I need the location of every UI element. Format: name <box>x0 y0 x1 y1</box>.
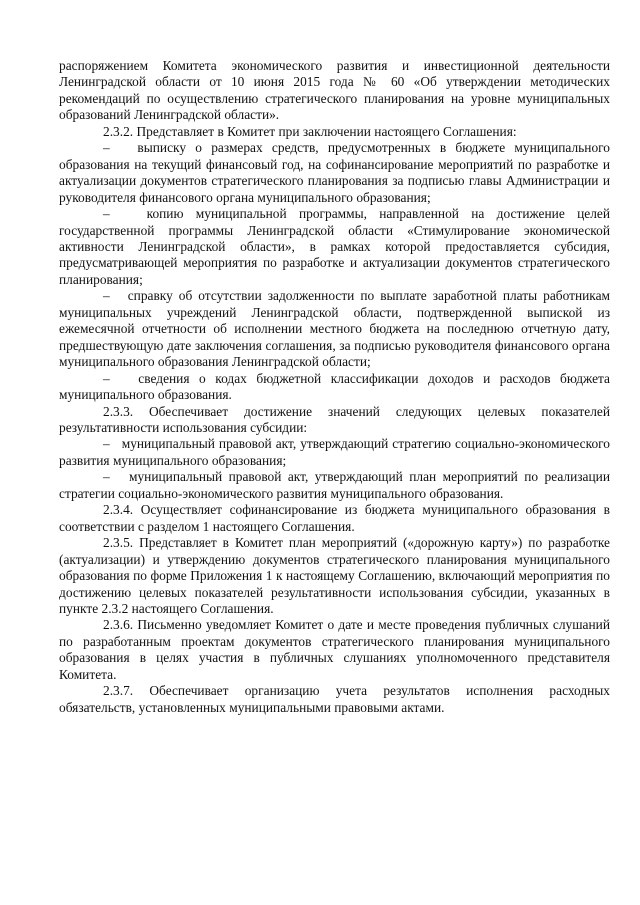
list-item-strategy-act: – муниципальный правовой акт, утверждающий стратегию социально-экономического развития муниципального образования; <box>59 436 610 469</box>
clause-2-3-4: 2.3.4. Осуществляет софинансирование из бюджета муниципального образования в соответствии с разделом 1 настоящего Соглашения. <box>59 502 610 534</box>
paragraph-continuation: распоряжением Комитета экономического развития и инвестиционной деятельности Ленинградской области от 10 июня 2015 года № 60 «Об утверждении методических рекомендаций по осуществлению стратегического планирования на уровне муниципальных образований Ленинградской области». <box>59 58 610 123</box>
clause-2-3-6: 2.3.6. Письменно уведомляет Комитет о дате и месте проведения публичных слушаний по разработанным проектам документов стратегического планирования муниципального образования в целях участия в публичных слушаниях уполномоченного представителя Комитета. <box>59 617 610 682</box>
clause-2-3-7: 2.3.7. Обеспечивает организацию учета результатов исполнения расходных обязательств, установленных муниципальными правовыми актами. <box>59 683 610 715</box>
list-item-budget-extract: – выписку о размерах средств, предусмотренных в бюджете муниципального образования на текущий финансовый год, на софинансирование мероприятий по разработке и актуализации документов стратегического планирования за подписью главы Администрации и руководителя финансового органа муниципального образования; <box>59 140 610 206</box>
clause-2-3-2: 2.3.2. Представляет в Комитет при заключении настоящего Соглашения: <box>103 123 517 139</box>
list-item-debt-certificate: – справку об отсутствии задолженности по выплате заработной платы работникам муниципальных учреждений Ленинградской области, подтвержденной выпиской из ежемесячной отчетности об исполнении местного бюджета на последнюю отчетную дату, предшествующую дате заключения соглашения, за подписью руководителя финансового органа муниципального образования Ленинградской области; <box>59 288 610 370</box>
list-item-program-copy: – копию муниципальной программы, направленной на достижение целей государственной программы Ленинградской области «Стимулирование экономической активности Ленинградской области», в рамках которой предоставляется субсидия, предусматривающей мероприятия по разработке и актуализации документов стратегического планирования; <box>59 206 610 288</box>
clause-2-3-3: 2.3.3. Обеспечивает достижение значений следующих целевых показателей результативности использования субсидии: <box>59 403 610 435</box>
list-item-budget-codes: – сведения о кодах бюджетной классификации доходов и расходов бюджета муниципального образования. <box>59 371 610 404</box>
list-item-plan-act: – муниципальный правовой акт, утверждающий план мероприятий по реализации стратегии социально-экономического развития муниципального образования. <box>59 469 610 502</box>
clause-2-3-5: 2.3.5. Представляет в Комитет план мероприятий («дорожную карту») по разработке (актуализации) и утверждению документов стратегического планирования муниципального образования по форме Приложения 1 к настоящему Соглашению, включающий мероприятия по достижению целевых показателей результативности использования субсидии, указанных в пункте 2.3.2 настоящего Соглашения. <box>59 535 610 616</box>
